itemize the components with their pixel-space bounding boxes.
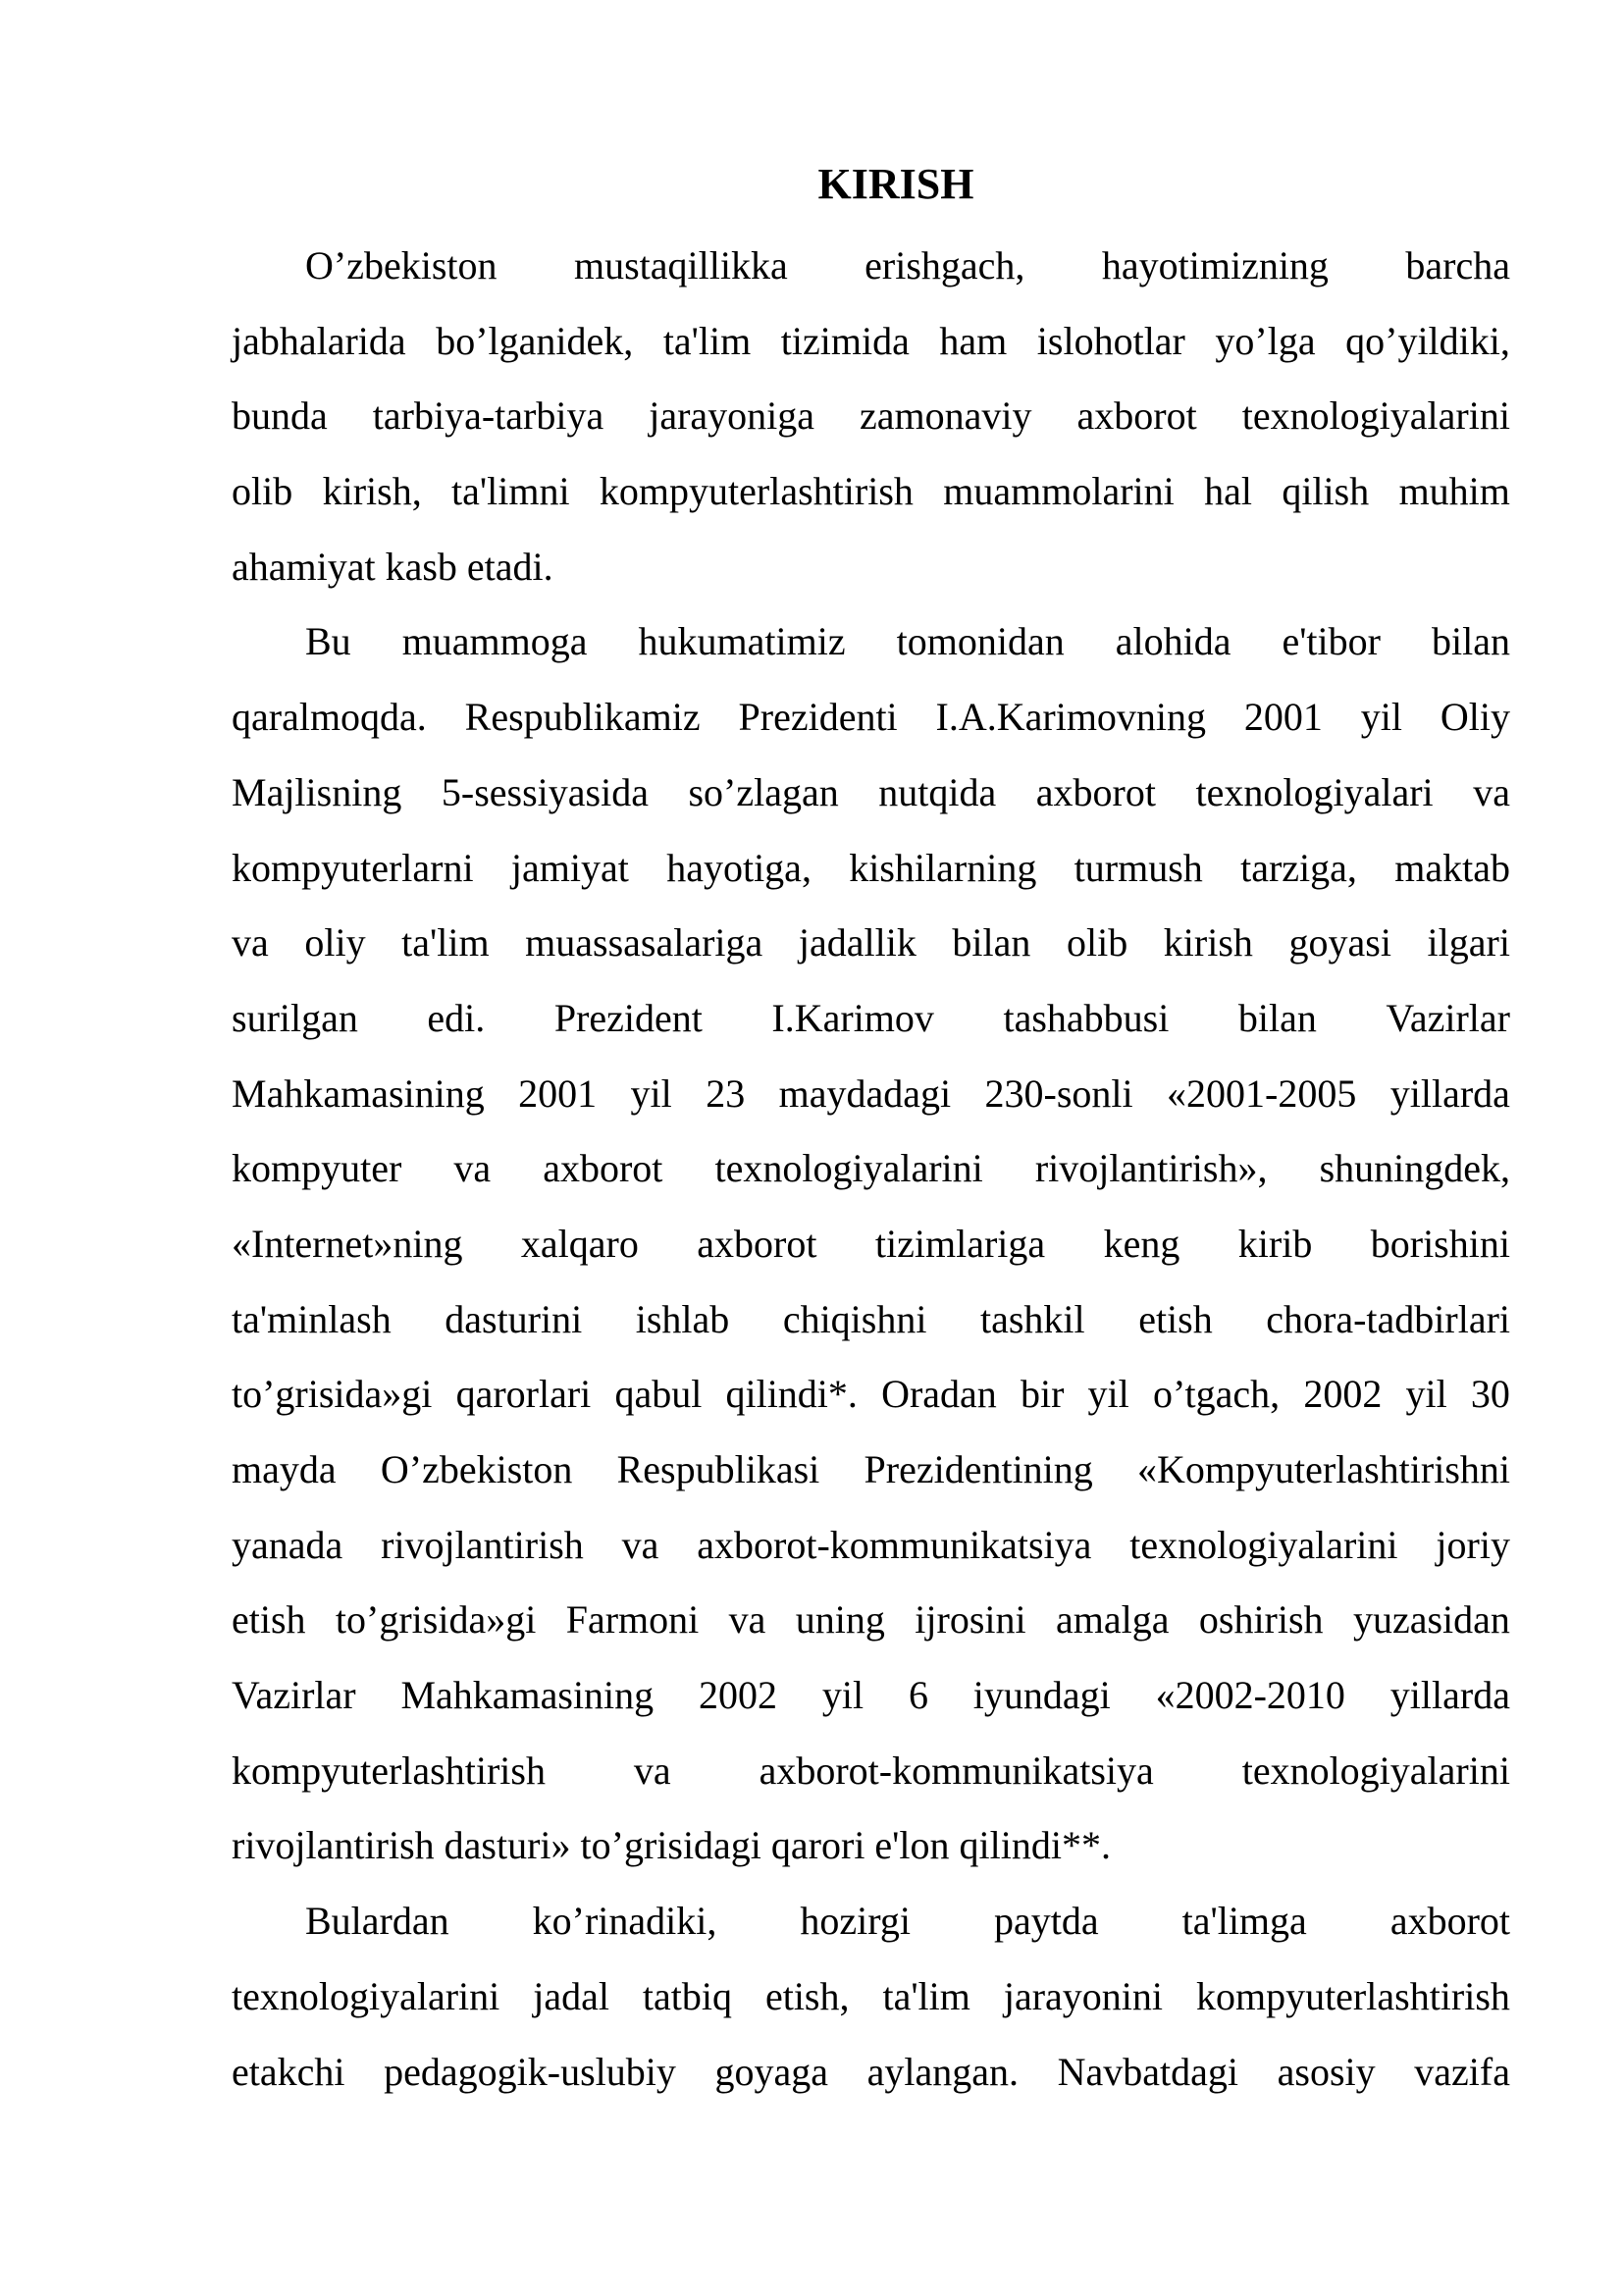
text-line: Bulardan ko’rinadiki, hozirgi paytda ta'limga axborot bbox=[305, 1899, 1510, 1944]
text-line: jabhalarida bo’lganidek, ta'lim tizimida ham islohotlar yo’lga qo’yildiki, bbox=[232, 318, 1510, 363]
text-line: bunda tarbiya-tarbiya jarayoniga zamonaviy axborot texnologiyalarini bbox=[232, 393, 1510, 439]
text-line: rivojlantirish dasturi» to’grisidagi qarori e'lon qilindi**. bbox=[232, 1823, 1111, 1868]
text-line: Majlisning 5-sessiyasida so’zlagan nutqida axborot texnologiyalari va bbox=[232, 769, 1510, 814]
text-line: ahamiyat kasb etadi. bbox=[232, 544, 553, 589]
text-line: etish to’grisida»gi Farmoni va uning ijrosini amalga oshirish yuzasidan bbox=[232, 1597, 1510, 1643]
paragraph bbox=[232, 240, 1510, 616]
text-line: va oliy ta'lim muassasalariga jadallik bilan olib kirish goyasi ilgari bbox=[232, 920, 1510, 965]
text-line: kompyuter va axborot texnologiyalarini rivojlantirish», shuningdek, bbox=[232, 1146, 1510, 1191]
text-line: Bu muammoga hukumatimiz tomonidan alohida e'tibor bilan bbox=[305, 619, 1510, 664]
text-line: kompyuterlarni jamiyat hayotiga, kishilarning turmush tarziga, maktab bbox=[232, 845, 1510, 890]
paragraph bbox=[232, 1896, 1510, 2121]
text-line: qaralmoqda. Respublikamiz Prezidenti I.A.Karimovning 2001 yil Oliy bbox=[232, 695, 1510, 740]
text-line: O’zbekiston mustaqillikka erishgach, hayotimizning barcha bbox=[305, 243, 1510, 287]
text-line: mayda O’zbekiston Respublikasi Prezidentining «Kompyuterlashtirishni bbox=[232, 1447, 1510, 1491]
paragraph bbox=[232, 616, 1510, 1896]
page-title: KIRISH bbox=[817, 160, 974, 208]
text-line: olib kirish, ta'limni kompyuterlashtirish muammolarini hal qilish muhim bbox=[232, 469, 1510, 514]
text-line: «Internet»ning xalqaro axborot tizimlariga keng kirib borishini bbox=[232, 1221, 1510, 1266]
text-line: surilgan edi. Prezident I.Karimov tashabbusi bilan Vazirlar bbox=[232, 995, 1510, 1040]
text-line: Mahkamasining 2001 yil 23 maydadagi 230-sonli «2001-2005 yillarda bbox=[232, 1070, 1510, 1116]
text-line: etakchi pedagogik-uslubiy goyaga aylangan. Navbatdagi asosiy vazifa bbox=[232, 2049, 1510, 2094]
text-line: yanada rivojlantirish va axborot-kommunikatsiya texnologiyalarini joriy bbox=[232, 1522, 1510, 1567]
text-line: to’grisida»gi qarorlari qabul qilindi*. Oradan bir yil o’tgach, 2002 yil 30 bbox=[232, 1372, 1510, 1417]
text-line: kompyuterlashtirish va axborot-kommunikatsiya texnologiyalarini bbox=[232, 1748, 1510, 1793]
text-line: Vazirlar Mahkamasining 2002 yil 6 iyundagi «2002-2010 yillarda bbox=[232, 1673, 1510, 1718]
text-line: ta'minlash dasturini ishlab chiqishni tashkil etish chora-tadbirlari bbox=[232, 1296, 1510, 1341]
text-line: texnologiyalarini jadal tatbiq etish, ta'lim jarayonini kompyuterlashtirish bbox=[232, 1973, 1510, 2018]
document-body bbox=[232, 240, 1510, 2121]
